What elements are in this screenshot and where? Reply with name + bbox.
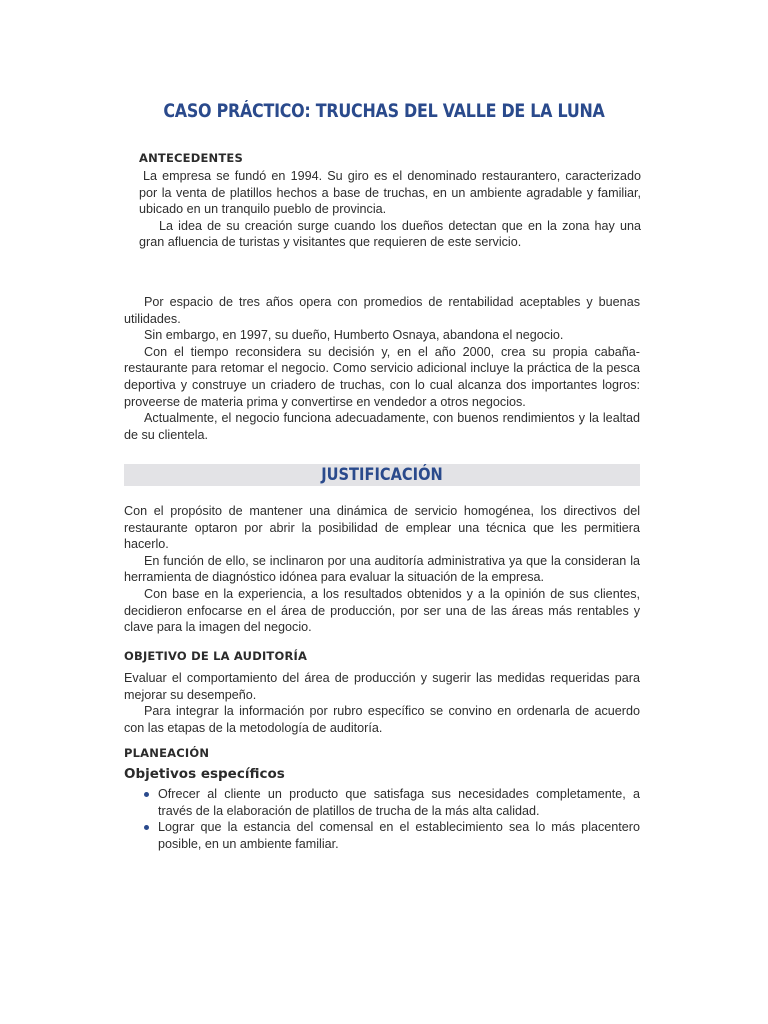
objetivos-especificos-subheading: Objetivos específicos (124, 766, 285, 782)
historia-paragraph-3: Con el tiempo reconsidera su decisión y, en el año 2000, crea su propia cabaña-restaurante para retomar el negocio. Como servicio adicional incluye la práctica de la pesca deportiva y construye un criadero de truchas, con lo cual alcanza dos importantes logros: proveerse de materia prima y convertirse en vendedor a otros negocios. (124, 344, 640, 409)
justificacion-banner (124, 464, 640, 486)
antecedentes-heading: ANTECEDENTES (139, 151, 243, 165)
objetivo-text (124, 670, 640, 736)
bullet-icon (144, 825, 149, 830)
historia-paragraph-2: Sin embargo, en 1997, su dueño, Humberto Osnaya, abandona el negocio. (144, 328, 564, 343)
list-item (124, 786, 640, 819)
historia-paragraph-1: Por espacio de tres años opera con promedios de rentabilidad aceptables y buenas utilidades. (124, 295, 640, 326)
antecedentes-text (139, 168, 641, 251)
historia-paragraph-4: Actualmente, el negocio funciona adecuadamente, con buenos rendimientos y la lealtad de su clientela. (124, 411, 640, 442)
list-item-text: Ofrecer al cliente un producto que satisfaga sus necesidades completamente, a través de la elaboración de platillos de trucha de la más alta calidad. (158, 787, 640, 818)
bullet-icon (144, 792, 149, 797)
justificacion-paragraph-1: Con el propósito de mantener una dinámica de servicio homogénea, los directivos del restaurante optaron por abrir la posibilidad de emplear una técnica que les permitiera hacerlo. (124, 504, 640, 552)
document-title: CASO PRÁCTICO: TRUCHAS DEL VALLE DE LA LUNA (163, 101, 605, 122)
objetivo-paragraph-1: Evaluar el comportamiento del área de producción y sugerir las medidas requeridas para mejorar su desempeño. (124, 671, 640, 702)
objetivo-heading: OBJETIVO DE LA AUDITORÍA (124, 649, 308, 663)
objetivos-especificos-list (124, 786, 640, 852)
justificacion-paragraph-2: En función de ello, se inclinaron por una auditoría administrativa ya que la consideran la herramienta de diagnóstico idónea para evaluar la situación de la empresa. (124, 553, 640, 585)
list-item (124, 819, 640, 852)
justificacion-paragraph-3: Con base en la experiencia, a los resultados obtenidos y a la opinión de sus clientes, decidieron enfocarse en el área de producción, por ser una de las áreas más rentables y clave para la imagen del negocio. (124, 586, 640, 635)
list-item-text: Lograr que la estancia del comensal en el establecimiento sea lo más placentero posible, en un ambiente familiar. (158, 820, 640, 851)
justificacion-text (124, 503, 640, 636)
objetivo-paragraph-2: Para integrar la información por rubro específico se convino en ordenarla de acuerdo con las etapas de la metodología de auditoría. (124, 704, 640, 735)
historia-text (124, 294, 640, 443)
justificacion-heading: JUSTIFICACIÓN (321, 465, 443, 485)
antecedentes-paragraph-1: La empresa se fundó en 1994. Su giro es el denominado restaurantero, caracterizado por la venta de platillos hechos a base de truchas, en un ambiente agradable y familiar, ubicado en un tranquilo pueblo de provincia. (139, 169, 641, 217)
antecedentes-paragraph-2: La idea de su creación surge cuando los dueños detectan que en la zona hay una gran afluencia de turistas y visitantes que requieren de este servicio. (139, 218, 641, 250)
planeacion-heading: PLANEACIÓN (124, 746, 210, 760)
